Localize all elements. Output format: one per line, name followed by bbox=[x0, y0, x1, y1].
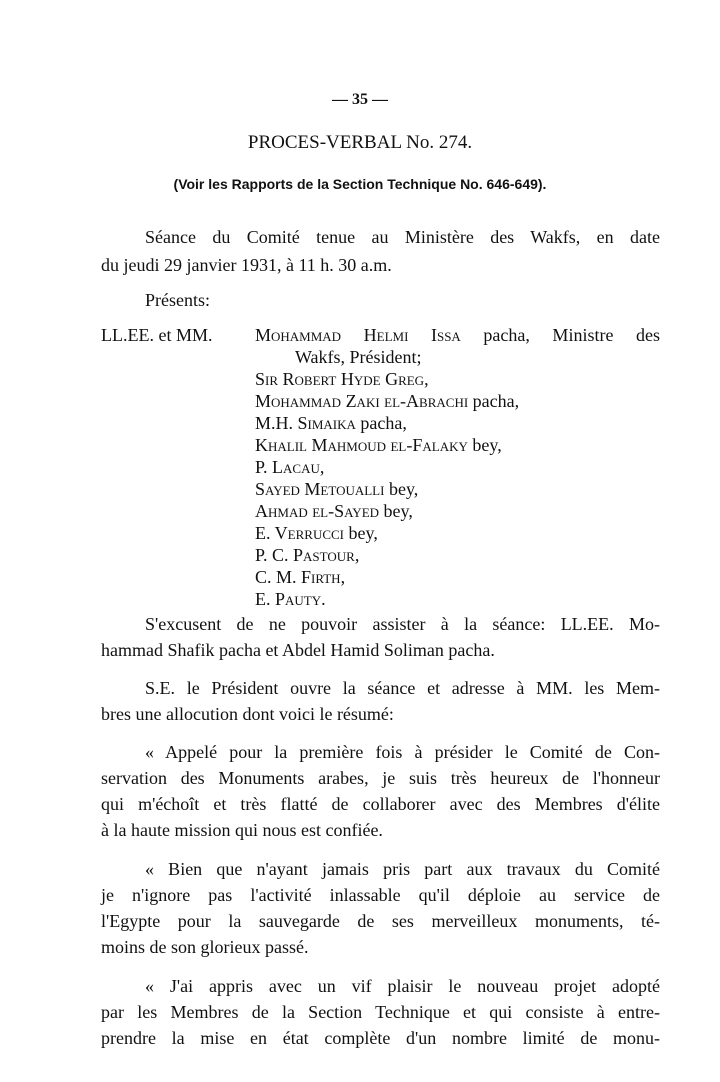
member-line bbox=[255, 567, 660, 587]
member-suffix: bey, bbox=[384, 479, 419, 499]
paragraph-line: qui m'échoît et très flatté de collaborer avec des Membres d'élite bbox=[101, 794, 660, 814]
member-line bbox=[255, 369, 660, 389]
member-name: Sir Robert Hyde Greg bbox=[255, 369, 425, 389]
paragraph-line: je n'ignore pas l'activité inlassable qu'il déploie au service de bbox=[101, 885, 660, 905]
president-line: S.E. le Président ouvre la séance et adresse à MM. les Mem- bbox=[145, 678, 660, 698]
page-title: PROCES-VERBAL No. 274. bbox=[247, 132, 473, 153]
member-suffix: bey, bbox=[379, 501, 413, 521]
member-name: E. Verrucci bbox=[255, 523, 345, 543]
member-suffix: pacha, bbox=[468, 391, 520, 411]
paragraph-line: par les Membres de la Section Technique et qui consiste à entre- bbox=[101, 1002, 660, 1022]
member-line bbox=[255, 457, 660, 477]
paragraph-line: servation des Monuments arabes, je suis très heureux de l'honneur bbox=[101, 768, 660, 788]
member-line bbox=[255, 479, 660, 499]
member-name: M.H. Simaika bbox=[255, 413, 356, 433]
member-name: Sayed Metoualli bbox=[255, 479, 385, 499]
paragraph-line: à la haute mission qui nous est confiée. bbox=[101, 820, 383, 840]
page-number: — 35 — bbox=[332, 91, 388, 108]
presents-prefix: LL.EE. et MM. bbox=[101, 325, 213, 345]
member-suffix: , bbox=[354, 545, 360, 565]
president-line: bres une allocution dont voici le résumé: bbox=[101, 704, 394, 724]
member-suffix: , bbox=[340, 567, 346, 587]
member-suffix: bey, bbox=[467, 435, 502, 455]
member-name: P. C. Pastour bbox=[255, 545, 355, 565]
member-line bbox=[255, 589, 660, 609]
paragraph-line: prendre la mise en état complète d'un nombre limité de monu- bbox=[101, 1028, 660, 1048]
paragraph-line: « Appelé pour la première fois à présider le Comité de Con- bbox=[145, 742, 660, 762]
member-name: Mohammad Zaki el-Abrachi bbox=[255, 391, 469, 411]
paragraph-line: « Bien que n'ayant jamais pris part aux travaux du Comité bbox=[145, 859, 660, 879]
member-suffix: bey, bbox=[344, 523, 378, 543]
member-line bbox=[255, 413, 660, 433]
paragraph-line: l'Egypte pour la sauvegarde de ses merveilleux monuments, té- bbox=[101, 911, 660, 931]
seance-line: du jeudi 29 janvier 1931, à 11 h. 30 a.m. bbox=[101, 255, 392, 275]
subtitle: (Voir les Rapports de la Section Technique No. 646-649). bbox=[173, 176, 547, 192]
member-suffix: pacha, Ministre des bbox=[460, 325, 660, 345]
excusent-line: S'excusent de ne pouvoir assister à la séance: LL.EE. Mo- bbox=[145, 614, 660, 634]
paragraph-line: « J'ai appris avec un vif plaisir le nouveau projet adopté bbox=[145, 976, 660, 996]
member-suffix: pacha, bbox=[355, 413, 407, 433]
member-name: Mohammad Helmi Issa bbox=[255, 325, 461, 345]
presents-label: Présents: bbox=[145, 290, 210, 310]
member-name: Khalil Mahmoud el-Falaky bbox=[255, 435, 468, 455]
member-name: P. Lacau bbox=[255, 457, 320, 477]
member-name: C. M. Firth bbox=[255, 567, 341, 587]
member-line bbox=[255, 501, 660, 521]
member-line bbox=[255, 545, 660, 565]
excusent-line: hammad Shafik pacha et Abdel Hamid Soliman pacha. bbox=[101, 640, 495, 660]
member-line bbox=[255, 391, 660, 411]
paragraph-line: moins de son glorieux passé. bbox=[101, 937, 309, 957]
member-line bbox=[255, 325, 660, 345]
member-suffix: , bbox=[319, 457, 325, 477]
member-line bbox=[255, 435, 660, 455]
seance-line: Séance du Comité tenue au Ministère des Wakfs, en date bbox=[145, 227, 660, 247]
member-name: Ahmad el-Sayed bbox=[255, 501, 380, 521]
member-line: Wakfs, Président; bbox=[295, 347, 422, 367]
member-line bbox=[255, 523, 660, 543]
member-suffix: , bbox=[424, 369, 429, 389]
member-name: E. Pauty bbox=[255, 589, 322, 609]
member-suffix: . bbox=[321, 589, 326, 609]
